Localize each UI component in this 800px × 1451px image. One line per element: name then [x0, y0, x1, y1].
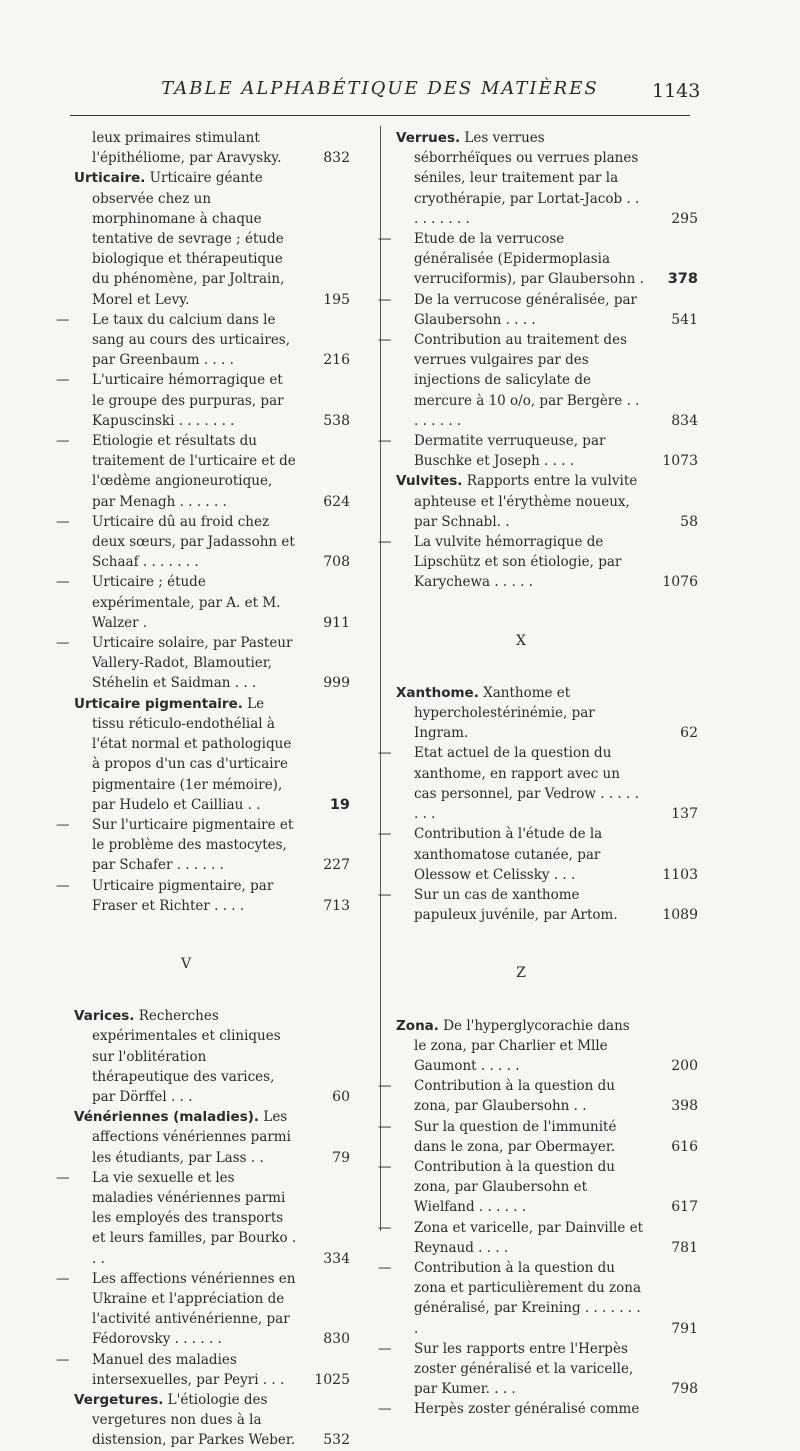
index-entry: [56, 512, 350, 573]
entry-keyword: Zona.: [396, 1017, 439, 1034]
entry-text: Contribution au traitement des verrues vulgaires par des injections de salicylate de mercure à 10 o/o, par Bergère . . . . . . . .: [414, 332, 640, 429]
entry-text: Recherches expérimentales et cliniques sur l'oblitération thérapeutique des varices, par Dörffel . . .: [92, 1008, 281, 1105]
dash-marker: —: [378, 1078, 392, 1095]
entry-text: La vie sexuelle et les maladies vénériennes parmi les employés des transports et leurs familles, par Bourko . . .: [92, 1169, 297, 1267]
dash-marker: —: [378, 433, 392, 450]
entry-keyword: Varices.: [74, 1008, 135, 1025]
entry-text: Contribution à la question du zona, par Glaubersohn et Wielfand . . . . . .: [414, 1158, 615, 1216]
entry-page-number: 1025: [314, 1371, 350, 1388]
index-entry: [378, 532, 698, 593]
entry-text: De la verrucose généralisée, par Glaubersohn . . . .: [414, 291, 637, 328]
entry-text: Rapports entre la vulvite aphteuse et l'érythème noueux, par Schnabl. .: [414, 473, 638, 530]
entry-text: Etat actuel de la question du xanthome, en rapport avec un cas personnel, par Vedrow . . . . . . . .: [414, 745, 639, 823]
index-entry: [378, 1157, 698, 1218]
entry-text: Les affections vénériennes en Ukraine et l'appréciation de l'activité antivénérienne, par Fédorovsky . . . . . .: [92, 1270, 296, 1348]
index-entry: [74, 1006, 348, 1107]
entry-page-number: 60: [332, 1088, 350, 1105]
index-entry: [378, 743, 698, 824]
index-entry: [56, 310, 350, 371]
section-letter: Z: [516, 965, 526, 982]
entry-page-number: 398: [671, 1098, 698, 1115]
dash-marker: —: [56, 1169, 70, 1186]
entry-text: Contribution à la question du zona, par Glaubersohn . .: [414, 1078, 615, 1115]
entry-text: Urticaire dû au froid chez deux sœurs, par Jadassohn et Schaaf . . . . . . .: [92, 513, 295, 571]
entry-text: Urticaire pigmentaire, par Fraser et Richter . . . .: [92, 877, 274, 914]
entry-text: Contribution à la question du zona et particulièrement du zona généralisé, par Kreining . . . . . . . .: [414, 1259, 642, 1337]
dash-marker: —: [378, 886, 392, 903]
entry-text: Le taux du calcium dans le sang au cours des urticaires, par Greenbaum . . . .: [92, 311, 291, 369]
index-entry: [56, 815, 350, 876]
entry-page-number: 999: [323, 675, 350, 692]
index-entry: [56, 572, 350, 633]
entry-page-number: 791: [671, 1320, 698, 1337]
entry-text: L'étiologie des vergetures non dues à la distension, par Parkes Weber.: [92, 1391, 296, 1449]
entry-page-number: 834: [671, 412, 698, 429]
dash-marker: —: [56, 1270, 70, 1287]
index-entry: [74, 128, 348, 168]
dash-marker: —: [56, 372, 70, 389]
page-number: 1143: [652, 80, 701, 102]
entry-page-number: 137: [671, 806, 698, 823]
index-entry: [74, 694, 348, 815]
entry-text: De l'hyperglycorachie dans le zona, par Charlier et Mlle Gaumont . . . . .: [414, 1017, 630, 1074]
dash-marker: —: [378, 1219, 392, 1236]
entry-page-number: 616: [671, 1138, 698, 1155]
entry-text: La vulvite hémorragique de Lipschütz et son étiologie, par Karychewa . . . . .: [414, 534, 622, 591]
entry-page-number: 58: [680, 513, 698, 530]
entry-page-number: 295: [671, 210, 698, 227]
dash-marker: —: [378, 231, 392, 248]
dash-marker: —: [378, 534, 392, 551]
index-entry: [378, 330, 698, 431]
dash-marker: —: [378, 332, 392, 349]
entry-keyword: Vénériennes (maladies).: [74, 1109, 260, 1126]
index-entry: [74, 168, 348, 309]
index-entry: [56, 876, 350, 916]
entry-keyword: Vulvites.: [396, 473, 463, 490]
entry-page-number: 713: [323, 897, 350, 914]
entry-page-number: 19: [329, 796, 350, 813]
index-entry: [378, 1076, 698, 1116]
section-letter: V: [180, 955, 192, 972]
left-column: [56, 128, 350, 1451]
entry-text: Urticaire géante observée chez un morphinomane à chaque tentative de sevrage ; étude biologique et thérapeutique du phénomène, par Joltrain, Morel et Levy.: [92, 170, 285, 308]
entry-page-number: 1089: [662, 907, 698, 924]
index-entry: [56, 633, 350, 694]
index-entry: [378, 885, 698, 925]
entry-page-number: 781: [671, 1239, 698, 1256]
section-letter: X: [516, 632, 526, 649]
entry-page-number: 378: [667, 271, 698, 288]
dash-marker: —: [56, 574, 70, 591]
entry-text: Les affections vénériennes parmi les étudiants, par Lass . .: [92, 1109, 291, 1166]
entry-text: Etude de la verrucose généralisée (Epidermoplasia verruciformis), par Glaubersohn .: [414, 231, 644, 288]
entry-text: Zona et varicelle, par Dainville et Reynaud . . . .: [414, 1219, 644, 1256]
index-entry: [396, 471, 696, 532]
entry-text: Xanthome et hypercholestérinémie, par Ingram.: [414, 684, 595, 742]
index-entry: [396, 683, 696, 744]
index-entry: [396, 1016, 696, 1077]
dash-marker: —: [56, 816, 70, 833]
index-entry: [56, 1350, 350, 1390]
entry-text: Les verrues séborrhéïques ou verrues planes séniles, leur traitement par la cryothérapie, par Lortat-Jacob . . . . . . . . .: [414, 130, 640, 227]
index-entry: [378, 1339, 698, 1400]
entry-keyword: Urticaire.: [74, 170, 146, 187]
index-entry: [74, 1107, 348, 1168]
entry-page-number: 624: [323, 493, 350, 510]
index-entry: [378, 1218, 698, 1258]
dash-marker: —: [56, 1351, 70, 1368]
entry-page-number: 1103: [662, 866, 698, 883]
entry-page-number: 617: [671, 1199, 698, 1216]
index-entry: [378, 431, 698, 471]
index-entry: [378, 229, 698, 290]
dash-marker: —: [56, 635, 70, 652]
entry-text: Etiologie et résultats du traitement de l'urticaire et de l'œdème angioneurotique, par Menagh . . . . . .: [92, 433, 296, 510]
index-entry: [378, 824, 698, 885]
entry-text: Manuel des maladies intersexuelles, par Peyri . . .: [92, 1351, 285, 1388]
entry-text: Urticaire ; étude expérimentale, par A. et M. Walzer .: [92, 574, 281, 631]
entry-keyword: Vergetures.: [74, 1391, 164, 1408]
entry-page-number: 541: [671, 311, 698, 328]
index-entry: [56, 1168, 350, 1269]
entry-page-number: 708: [323, 554, 350, 571]
entry-page-number: 538: [323, 412, 350, 429]
entry-text: Dermatite verruqueuse, par Buschke et Joseph . . . .: [414, 433, 606, 470]
entry-text: Contribution à l'étude de la xanthomatose cutanée, par Olessow et Celissky . . .: [414, 826, 603, 883]
entry-text: L'urticaire hémorragique et le groupe des purpuras, par Kapuscinski . . . . . . .: [92, 372, 284, 429]
running-header-title: TABLE ALPHABÉTIQUE DES MATIÈRES: [161, 78, 599, 99]
entry-page-number: 1073: [662, 453, 698, 470]
dash-marker: —: [56, 311, 70, 328]
index-entry: [56, 370, 350, 431]
entry-page-number: 195: [323, 291, 350, 308]
entry-page-number: 227: [323, 857, 350, 874]
entry-page-number: 832: [323, 150, 350, 167]
index-entry: [378, 1117, 698, 1157]
dash-marker: —: [378, 1158, 392, 1175]
dash-marker: —: [378, 1401, 392, 1418]
dash-marker: —: [56, 877, 70, 894]
entry-keyword: Verrues.: [396, 130, 461, 146]
index-entry: [378, 290, 698, 330]
header-rule: [70, 115, 690, 116]
entry-page-number: 532: [323, 1432, 350, 1449]
entry-page-number: 1076: [662, 574, 698, 591]
entry-text: Sur un cas de xanthome papuleux juvénile, par Artom.: [414, 886, 618, 924]
dash-marker: —: [378, 291, 392, 308]
entry-page-number: 334: [323, 1250, 350, 1267]
index-entry: [396, 128, 696, 229]
index-entry: [56, 1269, 350, 1350]
dash-marker: —: [56, 433, 70, 450]
entry-text: Sur l'urticaire pigmentaire et le problème des mastocytes, par Schafer . . . . . .: [92, 816, 294, 874]
entry-page-number: 798: [671, 1381, 698, 1398]
entry-text: Herpès zoster généralisé comme: [414, 1401, 640, 1418]
entry-page-number: 200: [671, 1057, 698, 1074]
entry-text: Sur la question de l'immunité dans le zona, par Obermayer.: [414, 1118, 617, 1155]
index-entry: [378, 1399, 696, 1419]
entry-page-number: 216: [323, 352, 350, 369]
entry-text: Le tissu réticulo-endothélial à l'état normal et pathologique à propos d'un cas d'urticaire pigmentaire (1er mémoire), par Hudelo et Cailliau . .: [92, 695, 292, 813]
entry-text: Urticaire solaire, par Pasteur Vallery-Radot, Blamoutier, Stéhelin et Saidman . . .: [92, 635, 293, 692]
dash-marker: —: [56, 513, 70, 530]
dash-marker: —: [378, 826, 392, 843]
entry-page-number: 911: [323, 614, 350, 631]
dash-marker: —: [378, 1118, 392, 1135]
dash-marker: —: [378, 1340, 392, 1357]
entry-keyword: Urticaire pigmentaire.: [74, 695, 243, 712]
entry-keyword: Xanthome.: [396, 684, 479, 701]
index-entry: [56, 431, 350, 512]
index-entry: [74, 1390, 348, 1451]
entry-text: Sur les rapports entre l'Herpès zoster généralisé et la varicelle, par Kumer. . . .: [414, 1340, 634, 1398]
entry-text: leux primaires stimulant l'épithéliome, par Aravysky.: [92, 130, 282, 167]
entry-page-number: 79: [332, 1149, 350, 1166]
dash-marker: —: [378, 1259, 392, 1276]
dash-marker: —: [378, 745, 392, 762]
entry-page-number: 62: [680, 725, 698, 742]
entry-page-number: 830: [323, 1331, 350, 1348]
right-column: [378, 128, 698, 1420]
